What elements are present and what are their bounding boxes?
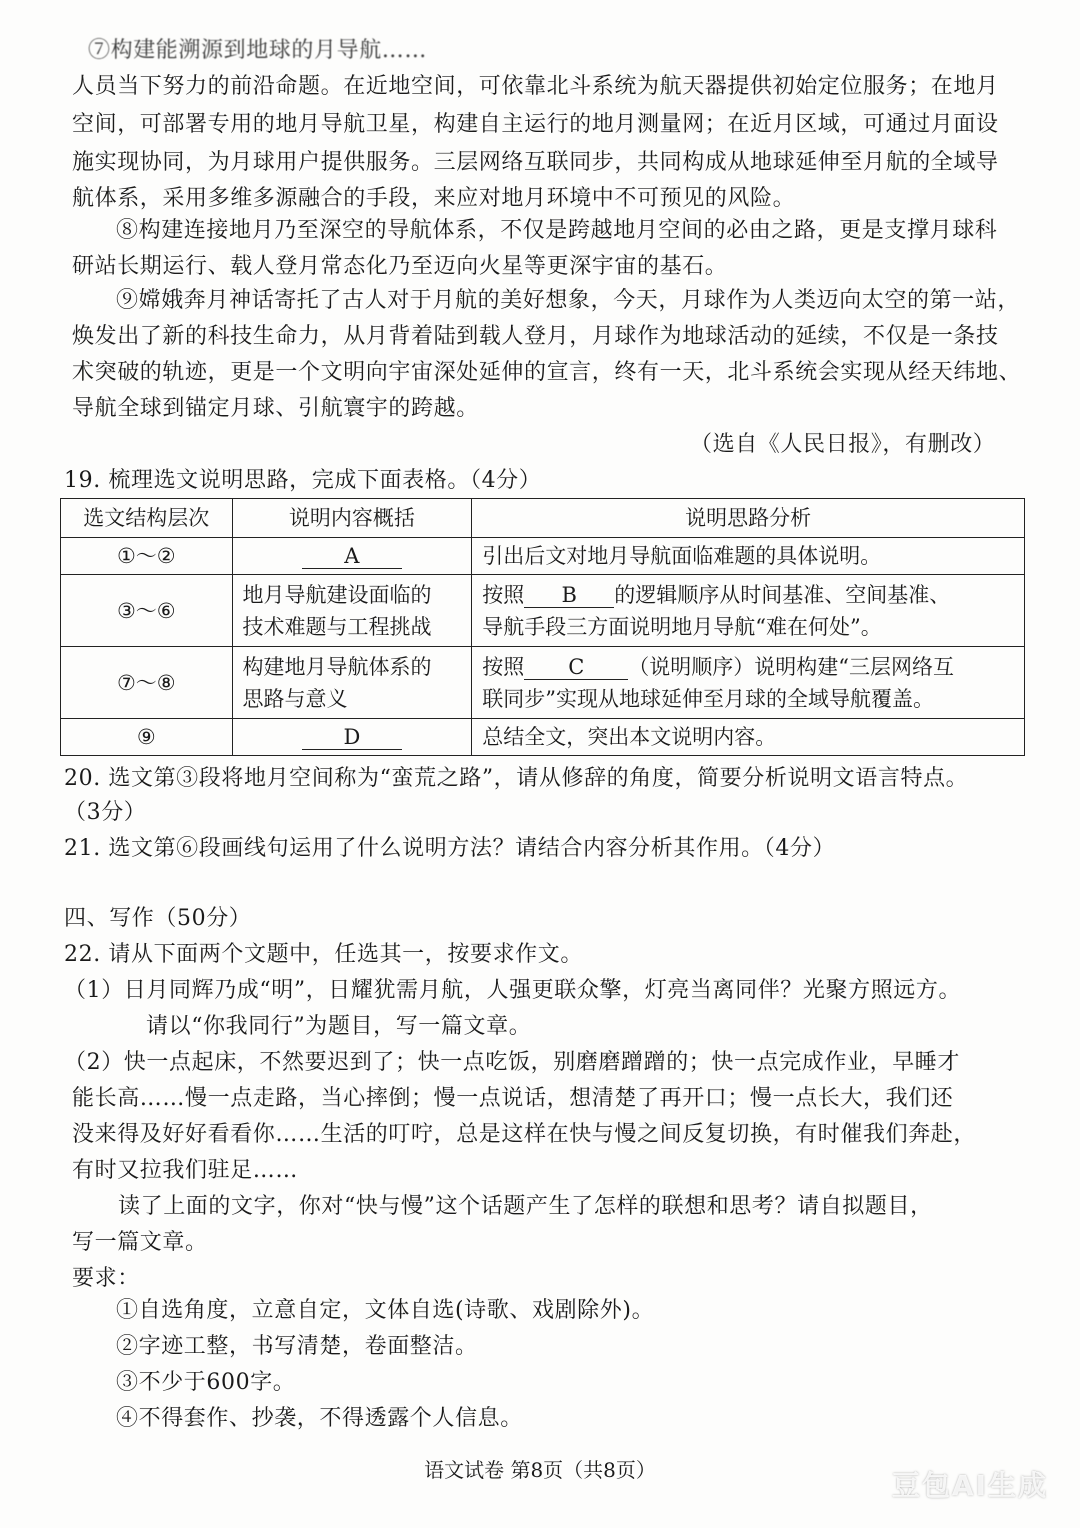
table-cell-content bbox=[232, 719, 472, 756]
page-footer: 语文试卷 第8页（共8页） bbox=[424, 1458, 656, 1482]
table-row bbox=[61, 575, 1025, 647]
answer-blank-d[interactable]: D bbox=[302, 725, 402, 750]
analysis-text: 的逻辑顺序从时间基准、空间基准、 bbox=[614, 582, 951, 607]
question-21-line: 21. 选文第⑥段画线句运用了什么说明方法？请结合内容分析其作用。（4分） bbox=[64, 836, 836, 861]
table-row bbox=[61, 538, 1025, 575]
table-cell-content bbox=[232, 575, 472, 647]
writing-option-1-line: （1）日月同辉乃成“明”，日耀犹需月航，人强更联众擎，灯亮当离同伴？光聚方照远方。 bbox=[64, 978, 962, 1003]
analysis-text: 导航手段三方面说明地月导航“难在何处”。 bbox=[482, 614, 882, 639]
question-22-line: 22. 请从下面两个文题中，任选其一，按要求作文。 bbox=[64, 942, 583, 967]
writing-prompt-line: 写一篇文章。 bbox=[72, 1230, 208, 1255]
table-cell-content-line: 地月导航建设面临的 bbox=[242, 582, 432, 607]
passage-top-line: ⑦构建能溯源到地球的月导航…… bbox=[88, 38, 428, 63]
table-cell-analysis bbox=[472, 575, 1025, 647]
writing-prompt-line: 读了上面的文字，你对“快与慢”这个话题产生了怎样的联想和思考？请自拟题目， bbox=[118, 1194, 933, 1219]
answer-blank-a[interactable]: A bbox=[302, 544, 402, 569]
question-20-line: （3分） bbox=[64, 800, 147, 825]
analysis-text: 联同步”实现从地球延伸至月球的全域导航覆盖。 bbox=[482, 686, 934, 711]
table-cell-content bbox=[232, 538, 472, 575]
table-cell-section: ①～② bbox=[61, 538, 233, 575]
ai-watermark: 豆包AI生成 bbox=[891, 1469, 1048, 1502]
table-cell-section: ③～⑥ bbox=[61, 575, 233, 647]
passage-p9-line: 焕发出了新的科技生命力，从月背着陆到载人登月，月球作为地球活动的延续，不仅是一条技 bbox=[72, 324, 999, 349]
answer-blank-c[interactable]: C bbox=[524, 655, 628, 680]
table-row bbox=[61, 647, 1025, 719]
outline-table bbox=[60, 498, 1025, 756]
table-cell-section: ⑨ bbox=[61, 719, 233, 756]
writing-option-2-line: 有时又拉我们驻足…… bbox=[72, 1158, 299, 1183]
requirement-item: ①自选角度，立意自定，文体自选(诗歌、戏剧除外)。 bbox=[116, 1298, 655, 1323]
table-row bbox=[61, 719, 1025, 756]
analysis-text: 按照 bbox=[482, 654, 525, 679]
table-cell-section: ⑦～⑧ bbox=[61, 647, 233, 719]
writing-option-1-line: 请以“你我同行”为题目，写一篇文章。 bbox=[146, 1014, 532, 1039]
passage-p9-line: ⑨嫦娥奔月神话寄托了古人对于月航的美好想象，今天，月球作为人类迈向太空的第一站， bbox=[116, 288, 1021, 313]
writing-option-2-line: 能长高……慢一点走路，当心摔倒；慢一点说话，想清楚了再开口；慢一点长大，我们还 bbox=[72, 1086, 954, 1111]
requirement-item: ②字迹工整，书写清楚，卷面整洁。 bbox=[116, 1334, 478, 1359]
passage-p7-line: 施实现协同，为月球用户提供服务。三层网络互联同步，共同构成从地球延伸至月航的全域导 bbox=[72, 150, 999, 175]
requirement-item: ③不少于600字。 bbox=[116, 1370, 296, 1395]
requirements-title: 要求： bbox=[72, 1266, 140, 1291]
table-header: 选文结构层次 bbox=[61, 499, 233, 538]
answer-blank-b[interactable]: B bbox=[524, 583, 614, 608]
passage-p8-line: 研站长期运行、载人登月常态化乃至迈向火星等更深宇宙的基石。 bbox=[72, 254, 728, 279]
question-20-line: 20. 选文第③段将地月空间称为“蛮荒之路”，请从修辞的角度，简要分析说明文语言特点。 bbox=[64, 766, 969, 791]
passage-p7-line: 人员当下努力的前沿命题。在近地空间，可依靠北斗系统为航天器提供初始定位服务；在地月 bbox=[72, 74, 999, 99]
table-cell-analysis bbox=[472, 647, 1025, 719]
analysis-text: 按照 bbox=[482, 582, 525, 607]
table-cell-content-line: 思路与意义 bbox=[242, 686, 348, 711]
writing-option-2-line: （2）快一点起床，不然要迟到了；快一点吃饭，别磨磨蹭蹭的；快一点完成作业，早睡才 bbox=[64, 1050, 960, 1075]
passage-p8-line: ⑧构建连接地月乃至深空的导航体系，不仅是跨越地月空间的必由之路，更是支撑月球科 bbox=[116, 218, 998, 243]
analysis-text: （说明顺序）说明构建“三层网络互 bbox=[628, 654, 955, 679]
writing-option-2-line: 没来得及好好看看你……生活的叮咛，总是这样在快与慢之间反复切换，有时催我们奔赴， bbox=[72, 1122, 977, 1147]
passage-source: （选自《人民日报》，有删改） bbox=[690, 432, 996, 457]
writing-section-title: 四、写作（50分） bbox=[64, 906, 252, 931]
table-header-row bbox=[61, 499, 1025, 538]
passage-p7-line: 空间，可部署专用的地月导航卫星，构建自主运行的地月测量网；在近月区域，可通过月面设 bbox=[72, 112, 999, 137]
requirement-item: ④不得套作、抄袭，不得透露个人信息。 bbox=[116, 1406, 523, 1431]
table-header: 说明内容概括 bbox=[232, 499, 472, 538]
table-cell-content-line: 技术难题与工程挑战 bbox=[242, 614, 432, 639]
question-19-title: 19. 梳理选文说明思路，完成下面表格。（4分） bbox=[64, 468, 542, 493]
table-cell-content bbox=[232, 647, 472, 719]
passage-p9-line: 导航全球到锚定月球、引航寰宇的跨越。 bbox=[72, 396, 479, 421]
passage-p7-line: 航体系，采用多维多源融合的手段，来应对地月环境中不可预见的风险。 bbox=[72, 186, 796, 211]
table-cell-analysis: 引出后文对地月导航面临难题的具体说明。 bbox=[472, 538, 1025, 575]
table-cell-content-line: 构建地月导航体系的 bbox=[242, 654, 432, 679]
table-header: 说明思路分析 bbox=[472, 499, 1025, 538]
passage-p9-line: 术突破的轨迹，更是一个文明向宇宙深处延伸的宣言，终有一天，北斗系统会实现从经天纬地、 bbox=[72, 360, 1022, 385]
table-cell-analysis: 总结全文，突出本文说明内容。 bbox=[472, 719, 1025, 756]
